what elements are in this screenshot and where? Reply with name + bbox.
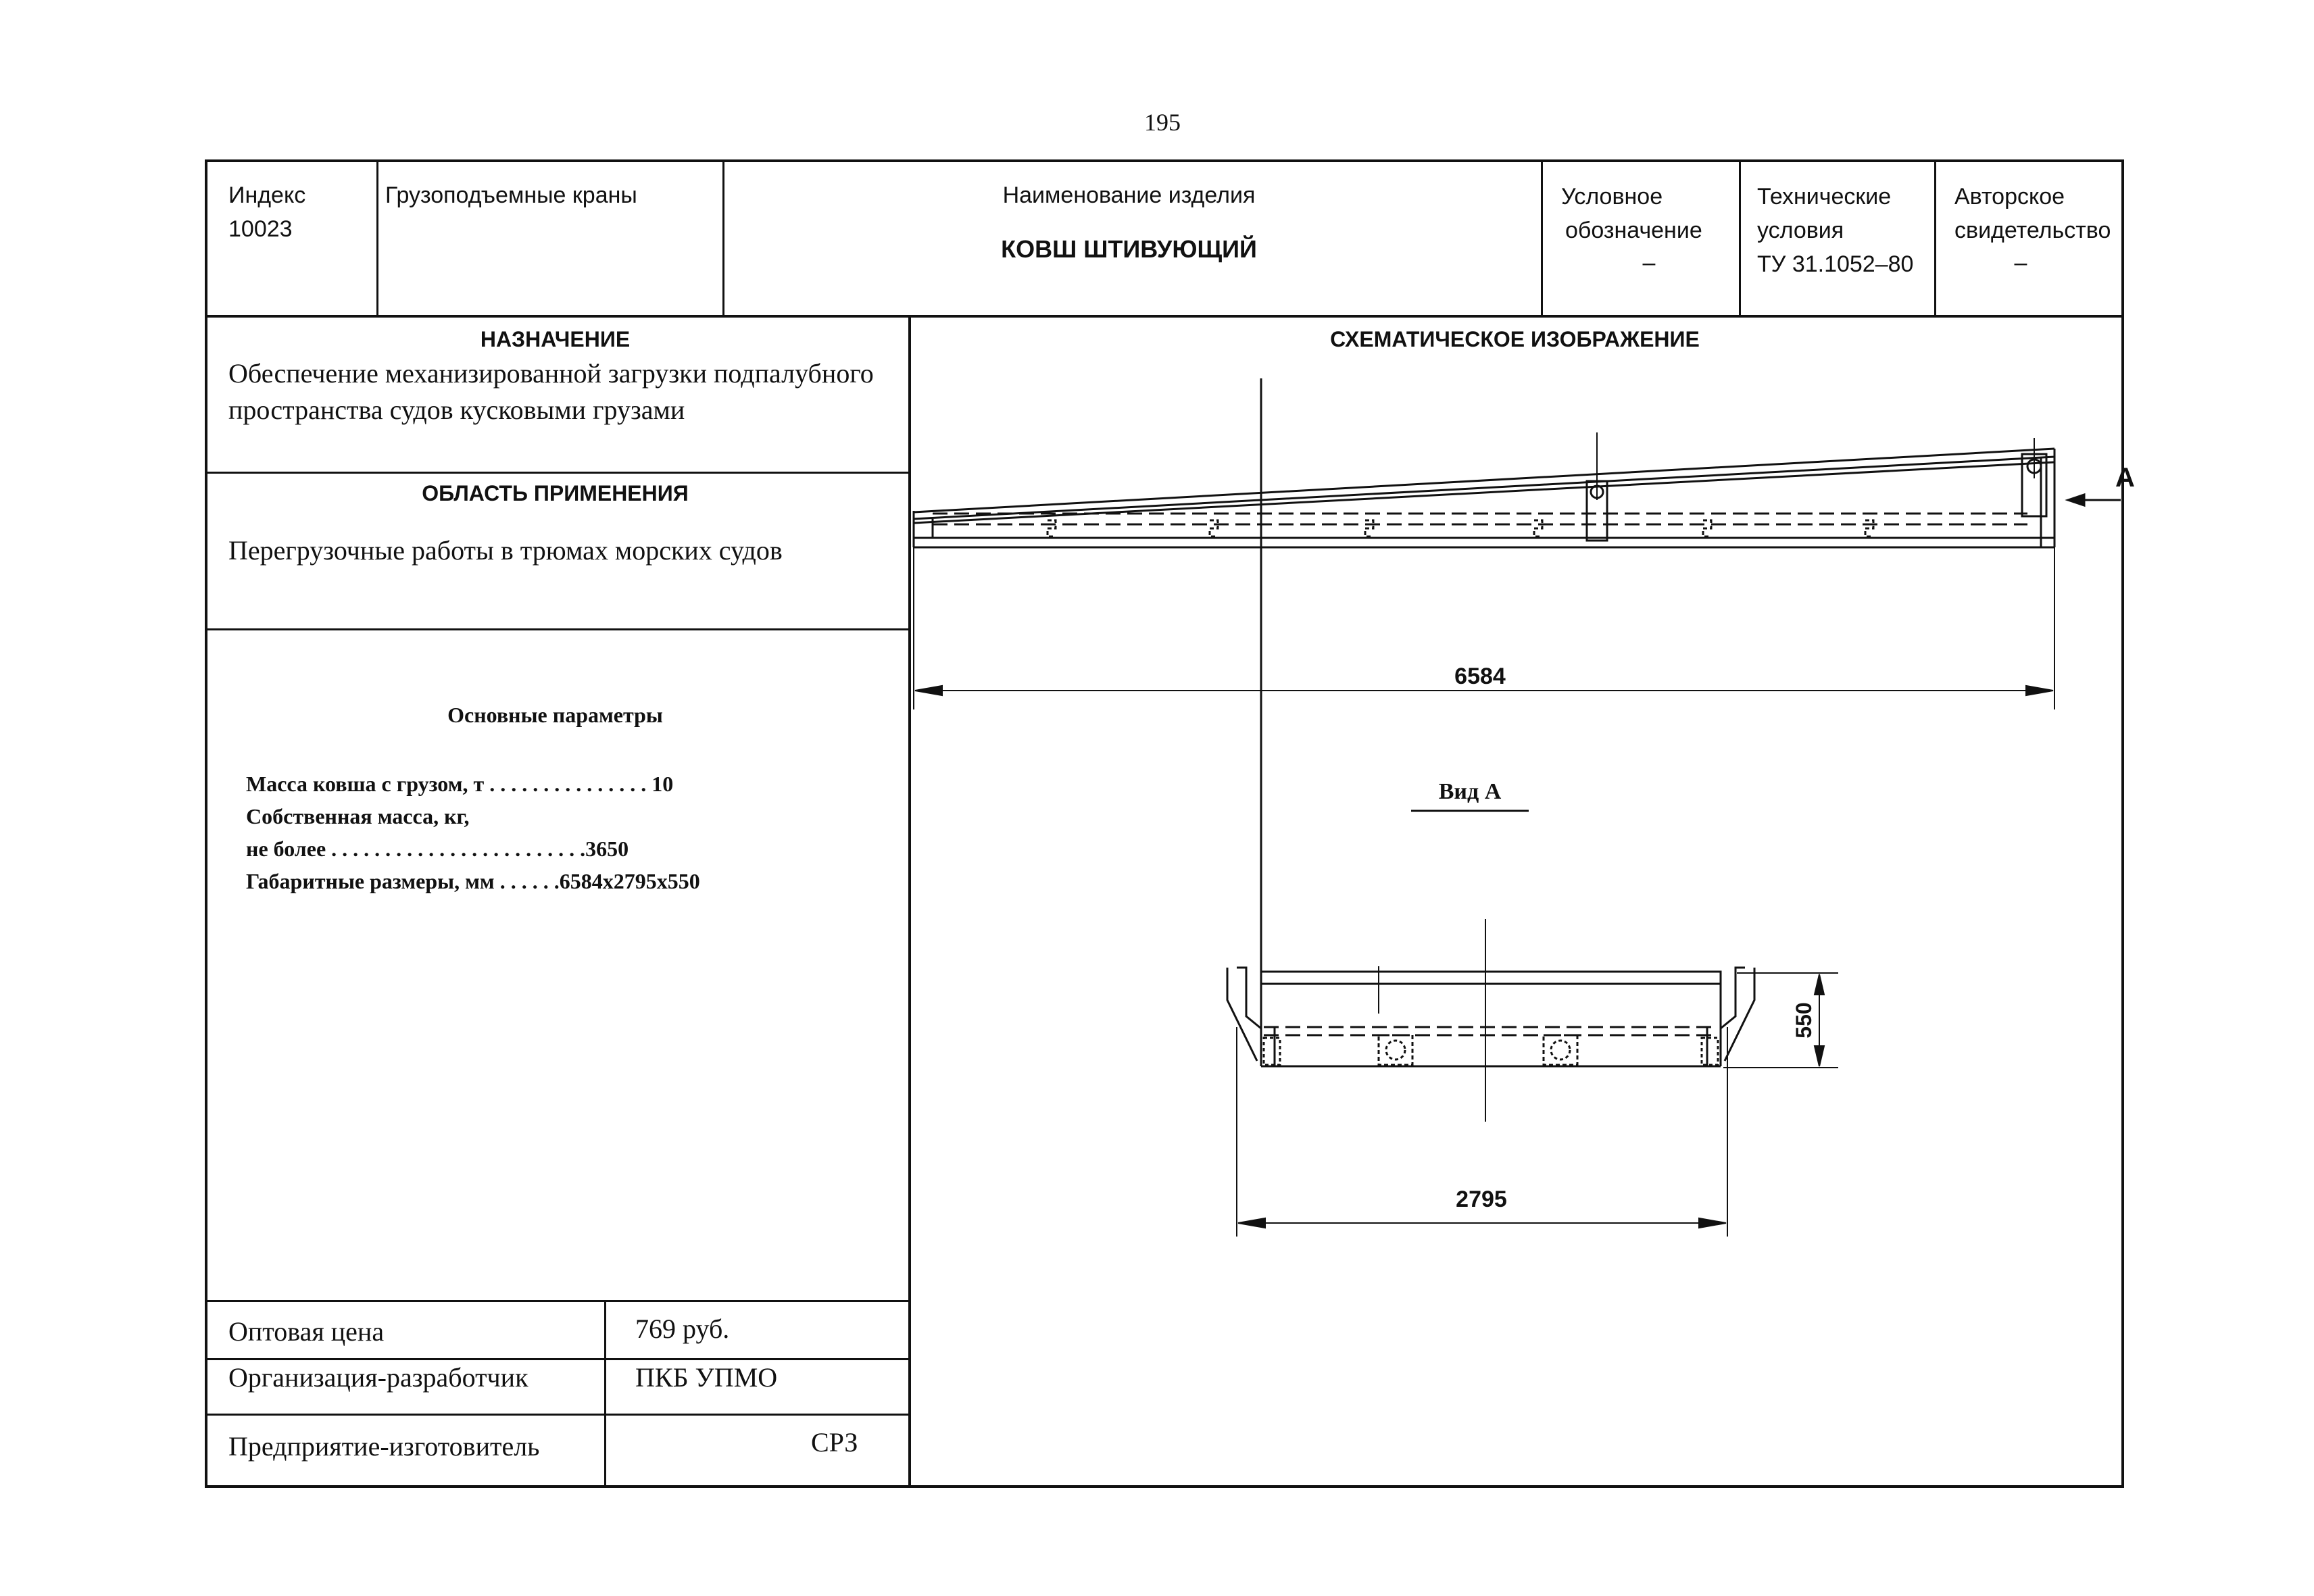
manufacturer-value: СРЗ [811,1427,858,1457]
header-col-divider [376,162,378,315]
page-number: 195 [1144,109,1181,136]
side-view [914,432,2121,547]
product-name: КОВШ ШТИВУЮЩИЙ [1001,235,1257,263]
author-certificate-label: свидетельство [1954,218,2111,243]
developer-label: Организация-разработчик [228,1362,528,1393]
section-divider [207,1300,908,1302]
author-certificate-value: – [2014,250,2027,276]
designation-label: обозначение [1565,218,1702,243]
index-value: 10023 [228,216,293,242]
index-label: Индекс [228,182,306,208]
parameter-row: Габаритные размеры, мм . . . . . .6584x2795x550 [246,869,700,893]
application-title: ОБЛАСТЬ ПРИМЕНЕНИЯ [422,481,689,505]
header-divider [207,315,2121,318]
section-divider [207,1414,908,1416]
length-dimension-value: 6584 [1454,664,1506,689]
product-label: Наименование изделия [1002,182,1256,208]
designation-value: – [1642,250,1656,276]
category: Грузоподъемные краны [385,182,637,208]
parameter-row: Масса ковша с грузом, т . . . . . . . . . . . . . . . 10 [246,772,674,796]
view-arrow-label: А [2115,463,2135,493]
drawing-title: СХЕМАТИЧЕСКОЕ ИЗОБРАЖЕНИЕ [1330,327,1700,351]
price-label: Оптовая цена [228,1316,385,1347]
header-col-divider [1541,162,1543,315]
purpose-text: пространства судов кусковыми грузами [228,395,685,425]
parameter-row: не более . . . . . . . . . . . . . . . . . . . . . . . .3650 [246,837,629,861]
tech-conditions-label: условия [1757,218,1844,243]
manufacturer-label: Предприятие-изготовитель [228,1431,540,1462]
width-dimension-value: 2795 [1456,1187,1507,1212]
height-dimension [1723,973,1838,1068]
view-a-label: Вид А [1438,779,1502,804]
header-col-divider [1739,162,1741,315]
parameter-row: Собственная масса, кг, [246,804,470,828]
header-col-divider [1934,162,1936,315]
section-divider [207,628,908,630]
footer-col-divider [604,1300,606,1488]
tech-conditions-value: ТУ 31.1052–80 [1757,251,1914,277]
price-value: 769 руб. [635,1314,730,1344]
designation-label: Условное [1561,184,1663,209]
purpose-text: Обеспечение механизированной загрузки подпалубного [228,358,874,389]
parameters-title: Основные параметры [447,703,663,727]
author-certificate-label: Авторское [1954,184,2065,209]
schematic-drawing [906,378,2135,1257]
section-divider [207,472,908,474]
application-text: Перегрузочные работы в трюмах морских судов [228,535,783,566]
purpose-title: НАЗНАЧЕНИЕ [480,327,631,351]
developer-value: ПКБ УПМО [635,1362,778,1393]
height-dimension-value: 550 [1792,1002,1816,1039]
tech-conditions-label: Технические [1757,184,1892,209]
